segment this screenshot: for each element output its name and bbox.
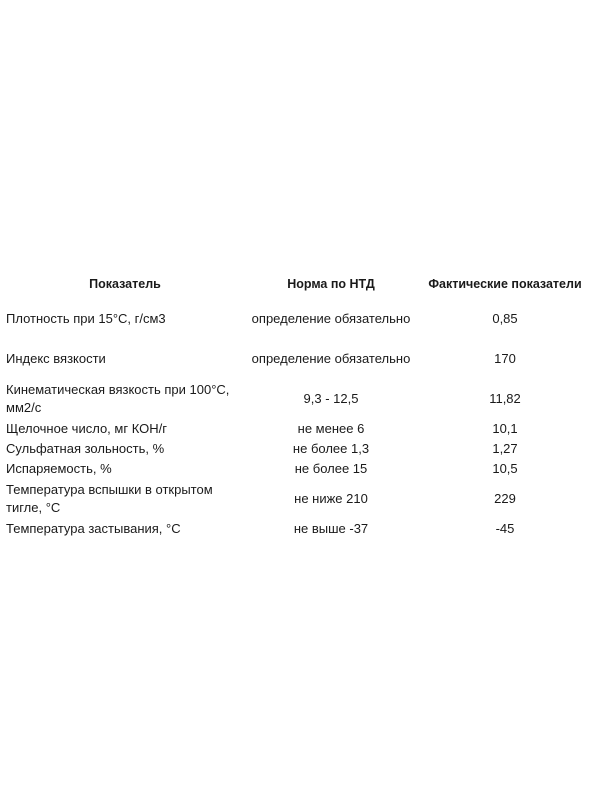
parameter-cell: Кинематическая вязкость при 100°С, мм2/с: [6, 382, 230, 415]
parameter-cell: Индекс вязкости: [6, 351, 106, 366]
table-row: [4, 459, 594, 479]
parameter-cell: Сульфатная зольность, %: [6, 441, 165, 456]
actual-cell: 229: [494, 491, 516, 506]
header-actual: Фактические показатели: [428, 277, 582, 291]
parameter-cell: Температура вспышки в открытом тигле, °С: [6, 482, 213, 515]
norm-cell: не более 15: [294, 461, 368, 476]
specifications-table: [4, 275, 594, 539]
table-row: [4, 419, 594, 439]
norm-cell: 9,3 - 12,5: [303, 391, 359, 406]
norm-cell: не менее 6: [297, 421, 365, 436]
norm-cell: определение обязательно: [251, 311, 411, 326]
table-row: [4, 379, 594, 419]
header-row: [4, 275, 594, 299]
table-row: [4, 439, 594, 459]
norm-cell: не более 1,3: [292, 441, 370, 456]
norm-cell: не выше -37: [293, 521, 369, 536]
actual-cell: 11,82: [489, 391, 521, 406]
header-parameter: Показатель: [89, 277, 161, 291]
actual-cell: 170: [494, 351, 516, 366]
table-row: [4, 299, 594, 339]
norm-cell: определение обязательно: [251, 351, 411, 366]
actual-cell: -45: [495, 521, 515, 536]
actual-cell: 10,1: [492, 421, 518, 436]
parameter-cell: Плотность при 15°С, г/см3: [6, 311, 166, 326]
parameter-cell: Щелочное число, мг КОН/г: [6, 421, 167, 436]
table-row: [4, 479, 594, 519]
parameter-cell: Испаряемость, %: [6, 461, 112, 476]
norm-cell: не ниже 210: [294, 491, 368, 506]
actual-cell: 10,5: [492, 461, 518, 476]
header-norm: Норма по НТД: [287, 277, 375, 291]
parameter-cell: Температура застывания, °С: [6, 521, 181, 536]
table-row: [4, 339, 594, 379]
table-row: [4, 519, 594, 539]
actual-cell: 0,85: [492, 311, 518, 326]
actual-cell: 1,27: [492, 441, 518, 456]
